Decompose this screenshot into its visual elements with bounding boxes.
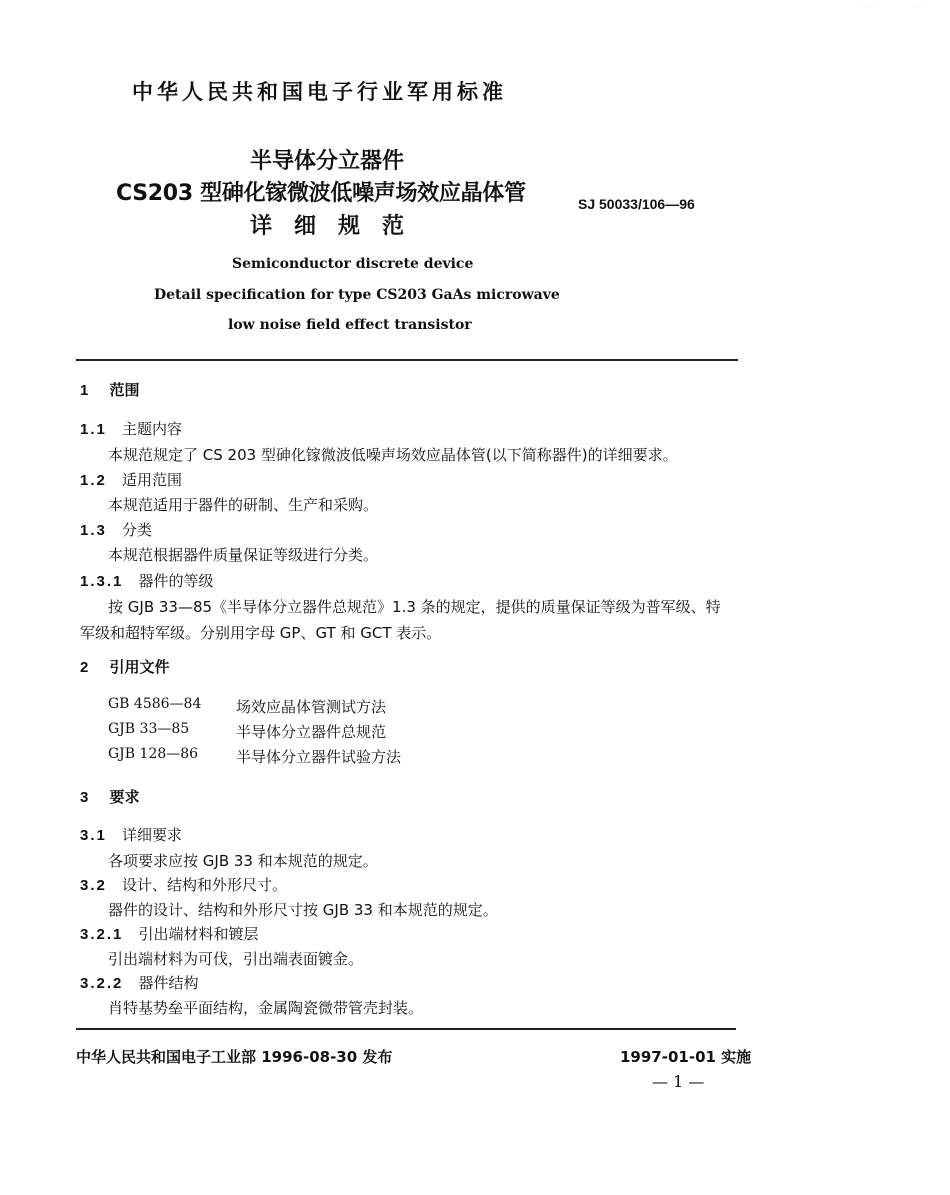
section-1-2-heading xyxy=(80,469,182,490)
reference-code: GJB 33—85 xyxy=(108,721,190,737)
corner-mark-right: · · · · xyxy=(915,4,924,9)
section-3-2-1-body: 引出端材料为可伐，引出端表面镀金。 xyxy=(108,950,364,968)
organization-title: 中华人民共和国电子行业军用标准 xyxy=(132,80,507,104)
corner-mark-left: · · · · · xyxy=(862,4,874,9)
page-number: — 1 — xyxy=(652,1072,705,1091)
section-title: 设计、结构和外形尺寸。 xyxy=(121,876,287,894)
section-3-2-2-heading xyxy=(80,972,198,993)
issue-statement: 中华人民共和国电子工业部 1996-08-30 发布 xyxy=(76,1048,393,1066)
section-1-1-body: 本规范规定了 CS 203 型砷化镓微波低噪声场效应晶体管(以下简称器件)的详细要求。 xyxy=(108,446,678,464)
section-number: 1.1 xyxy=(80,421,107,438)
section-number: 3.2.1 xyxy=(80,926,124,943)
section-3-1-heading xyxy=(80,824,182,845)
section-number: 1.2 xyxy=(80,472,107,489)
standard-number: SJ 50033/106—96 xyxy=(578,196,695,212)
footer-rule xyxy=(76,1028,736,1030)
section-title: 器件的等级 xyxy=(138,572,214,590)
section-1-3-1-body-line1: 按 GJB 33—85《半导体分立器件总规范》1.3 条的规定，提供的质量保证等级为普军级、特 xyxy=(108,598,721,616)
section-2-heading xyxy=(80,656,169,677)
section-1-3-1-body-line2: 军级和超特军级。分别用字母 GP、GT 和 GCT 表示。 xyxy=(80,624,442,642)
doc-title-line1: 半导体分立器件 xyxy=(250,149,405,174)
section-number: 1 xyxy=(80,382,91,399)
section-number: 3.2.2 xyxy=(80,975,124,992)
section-number: 3.2 xyxy=(80,877,107,894)
section-3-2-2-body: 肖特基势垒平面结构，金属陶瓷微带管壳封装。 xyxy=(108,999,424,1017)
english-title-line2: Detail specification for type CS203 GaAs microwave xyxy=(154,287,560,303)
reference-code: GB 4586—84 xyxy=(108,696,202,712)
section-number: 1.3 xyxy=(80,522,107,539)
header-rule xyxy=(76,359,738,361)
section-title: 范围 xyxy=(109,381,140,399)
section-number: 3 xyxy=(80,789,91,806)
reference-title: 场效应晶体管测试方法 xyxy=(236,698,387,716)
section-title: 引用文件 xyxy=(109,658,170,676)
section-title: 分类 xyxy=(121,521,152,539)
section-title: 主题内容 xyxy=(121,420,182,438)
section-number: 3.1 xyxy=(80,827,107,844)
section-3-heading xyxy=(80,786,139,807)
section-3-2-heading xyxy=(80,874,287,895)
section-1-heading xyxy=(80,379,139,400)
reference-title: 半导体分立器件总规范 xyxy=(236,723,387,741)
section-3-2-body: 器件的设计、结构和外形尺寸按 GJB 33 和本规范的规定。 xyxy=(108,901,498,919)
section-1-3-body: 本规范根据器件质量保证等级进行分类。 xyxy=(108,546,379,564)
section-1-2-body: 本规范适用于器件的研制、生产和采购。 xyxy=(108,496,379,514)
section-1-3-1-heading xyxy=(80,570,213,591)
section-number: 1.3.1 xyxy=(80,573,124,590)
section-number: 2 xyxy=(80,659,91,676)
section-1-1-heading xyxy=(80,418,182,439)
section-title: 要求 xyxy=(109,788,140,806)
reference-code: GJB 128—86 xyxy=(108,746,199,762)
doc-title-line2: CS203 型砷化镓微波低噪声场效应晶体管 xyxy=(116,181,526,206)
section-title: 器件结构 xyxy=(138,974,199,992)
effective-date: 1997-01-01 实施 xyxy=(620,1048,752,1066)
doc-title-line3: 详 细 规 范 xyxy=(250,214,405,239)
section-3-1-body: 各项要求应按 GJB 33 和本规范的规定。 xyxy=(108,852,378,870)
reference-title: 半导体分立器件试验方法 xyxy=(236,748,402,766)
section-1-3-heading xyxy=(80,519,152,540)
english-title-line3: low noise field effect transistor xyxy=(228,317,472,333)
section-title: 适用范围 xyxy=(121,471,182,489)
section-title: 引出端材料和镀层 xyxy=(138,925,259,943)
section-3-2-1-heading xyxy=(80,923,258,944)
english-title-line1: Semiconductor discrete device xyxy=(232,256,474,272)
section-title: 详细要求 xyxy=(121,826,182,844)
